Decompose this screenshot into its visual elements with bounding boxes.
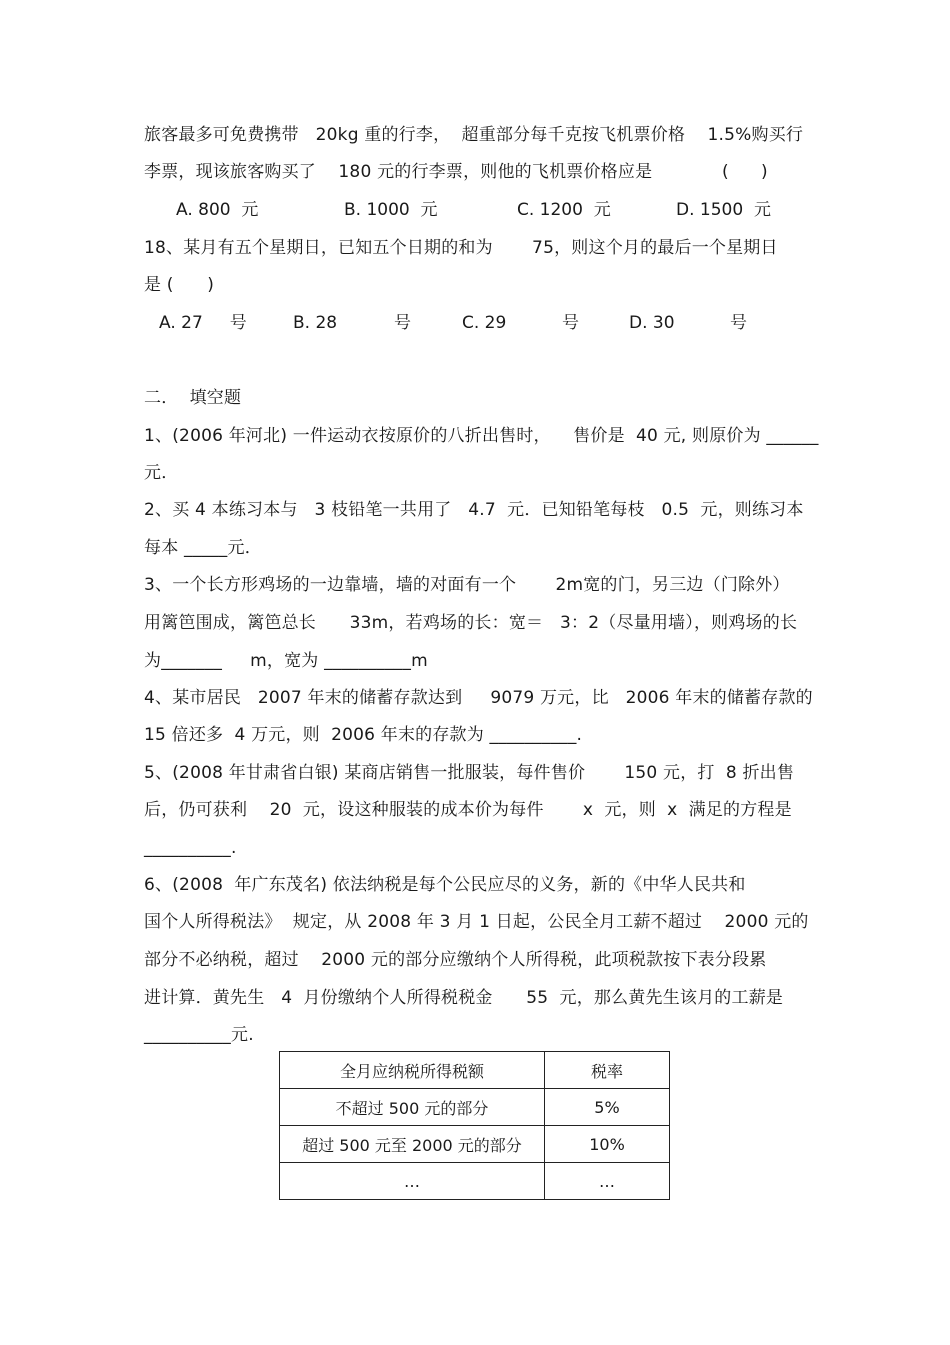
q17-line1: 旅客最多可免费携带 20kg 重的行李， 超重部分每千克按飞机票价格 1.5%购买行 <box>144 125 804 145</box>
fill-q3-line3: 为_______ m，宽为 __________m <box>144 651 428 671</box>
fill-q4-line1: 4、某市居民 2007 年末的储蓄存款达到 9079 万元，比 2006 年末的储蓄存款的 <box>144 688 813 708</box>
fill-q6-line4: 进计算．黄先生 4 月份缴纳个人所得税税金 55 元，那么黄先生该月的工薪是 <box>144 988 784 1008</box>
q17-option-a: A. 800 元 <box>176 200 259 220</box>
fill-q5-line2: 后，仍可获利 20 元，设这种服装的成本价为每件 x 元，则 x 满足的方程是 <box>144 800 792 820</box>
fill-q1-line2: 元． <box>144 463 179 483</box>
section-title: 二． 填空题 <box>144 388 242 408</box>
fill-q4-line2: 15 倍还多 4 万元，则 2006 年末的存款为 __________. <box>144 725 583 745</box>
q18-line1: 18、某月有五个星期日，已知五个日期的和为 75，则这个月的最后一个星期日 <box>144 238 778 258</box>
fill-q2-line1: 2、买 4 本练习本与 3 枝铅笔一共用了 4.7 元．已知铅笔每枝 0.5 元，则练习本 <box>144 500 804 520</box>
table-header-income: 全月应纳税所得税额 <box>280 1052 545 1089</box>
table-row <box>280 1163 670 1200</box>
fill-q6-line2: 国个人所得税法》 规定，从 2008 年 3 月 1 日起，公民全月工薪不超过 2000 元的 <box>144 912 809 932</box>
fill-q5-line3: __________. <box>144 838 237 858</box>
tax-rate-table <box>279 1051 670 1200</box>
q18-option-c: C. 29 <box>462 313 507 333</box>
table-header-rate: 税率 <box>545 1052 670 1089</box>
table-row <box>280 1126 670 1163</box>
fill-q6-line3: 部分不必纳税，超过 2000 元的部分应缴纳个人所得税，此项税款按下表分段累 <box>144 950 767 970</box>
q18-option-d-unit: 号 <box>730 313 747 333</box>
q17-option-b: B. 1000 元 <box>344 200 438 220</box>
table-header-row <box>280 1052 670 1089</box>
table-cell: 不超过 500 元的部分 <box>280 1089 545 1126</box>
q17-line2: 李票，现该旅客购买了 180 元的行李票，则他的飞机票价格应是 <box>144 162 653 182</box>
fill-q6-line5: __________元. <box>144 1025 254 1045</box>
q17-option-d: D. 1500 元 <box>676 200 771 220</box>
table-cell: 10% <box>545 1126 670 1163</box>
fill-q5-line1: 5、(2008 年甘肃省白银) 某商店销售一批服装，每件售价 150 元，打 8 折出售 <box>144 763 795 783</box>
q17-answer-paren: ( ) <box>722 162 768 182</box>
q18-option-d: D. 30 <box>629 313 675 333</box>
fill-q3-line2: 用篱笆围成，篱笆总长 33m，若鸡场的长：宽＝ 3：2（尽量用墙），则鸡场的长 <box>144 613 798 633</box>
q18-option-c-unit: 号 <box>562 313 579 333</box>
q18-line2: 是 ( ) <box>144 275 215 295</box>
table-cell: … <box>545 1163 670 1200</box>
fill-q6-line1: 6、(2008 年广东茂名) 依法纳税是每个公民应尽的义务，新的《中华人民共和 <box>144 875 746 895</box>
q18-option-b-unit: 号 <box>394 313 411 333</box>
table-row <box>280 1089 670 1126</box>
q17-option-c: C. 1200 元 <box>517 200 611 220</box>
table-cell: 5% <box>545 1089 670 1126</box>
table-cell: 超过 500 元至 2000 元的部分 <box>280 1126 545 1163</box>
fill-q2-line2: 每本 _____元． <box>144 538 262 558</box>
q18-option-b: B. 28 <box>293 313 338 333</box>
fill-q3-line1: 3、一个长方形鸡场的一边靠墙，墙的对面有一个 2m宽的门，另三边（门除外） <box>144 575 790 595</box>
q18-option-a: A. 27 号 <box>159 313 247 333</box>
table-cell: … <box>280 1163 545 1200</box>
fill-q1-line1: 1、(2006 年河北) 一件运动衣按原价的八折出售时， 售价是 40 元, 则原价为 ______ <box>144 426 819 446</box>
